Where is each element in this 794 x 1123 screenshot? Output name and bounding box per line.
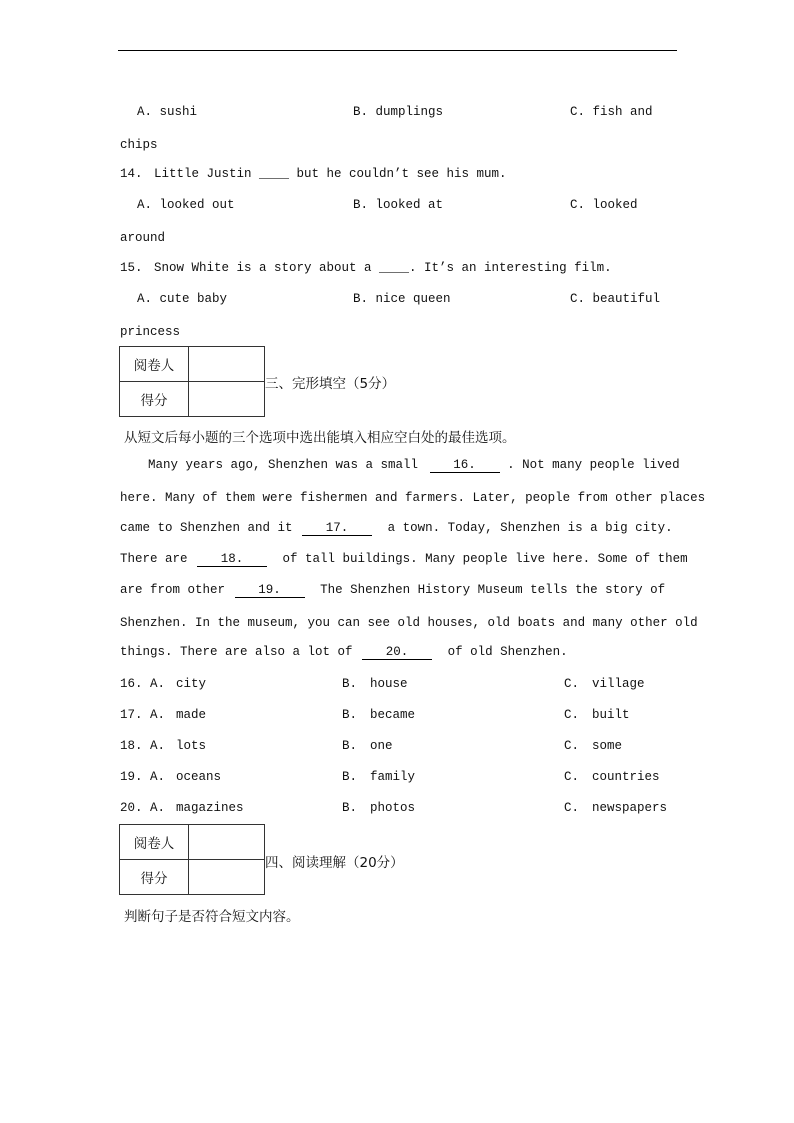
q17-option-b-label: B. [342, 708, 358, 722]
q17-number: 17. A. [120, 708, 166, 722]
q18-option-b: one [370, 739, 393, 753]
q13-option-c-wrap: chips [120, 138, 158, 152]
q18-option-c-label: C. [564, 739, 580, 753]
score-box-section4 [119, 824, 265, 895]
passage-line-6: Shenzhen. In the museum, you can see old houses, old boats and many other old [120, 616, 698, 630]
passage-line-7: things. There are also a lot of 20. of old Shenzhen. [120, 645, 568, 659]
q18-option-c: some [592, 739, 623, 753]
q16-option-b: house [370, 677, 408, 691]
section4-instruction: 判断句子是否符合短文内容。 [124, 909, 300, 925]
q17-option-b: became [370, 708, 416, 722]
score-label: 得分 [120, 382, 189, 417]
q14-option-a: A. looked out [137, 198, 235, 212]
score-field [189, 860, 265, 895]
q16-option-c-label: C. [564, 677, 580, 691]
score-label: 得分 [120, 860, 189, 895]
passage-line-4: There are 18. of tall buildings. Many people live here. Some of them [120, 552, 688, 566]
q15-option-c: C. beautiful [570, 292, 661, 306]
q14-option-b: B. looked at [353, 198, 444, 212]
q18-option-a: lots [176, 739, 207, 753]
q20-option-b: photos [370, 801, 416, 815]
q20-number: 20. A. [120, 801, 166, 815]
passage-line-3: came to Shenzhen and it 17. a town. Today, Shenzhen is a big city. [120, 521, 673, 535]
q17-option-a: made [176, 708, 207, 722]
q19-number: 19. A. [120, 770, 166, 784]
section4-title: 四、阅读理解（20分） [265, 855, 404, 871]
q18-number: 18. A. [120, 739, 166, 753]
grader-field [189, 347, 265, 382]
passage-line-2: here. Many of them were fishermen and farmers. Later, people from other places [120, 491, 706, 505]
q16-option-c: village [592, 677, 645, 691]
q20-option-c: newspapers [592, 801, 668, 815]
q19-option-c: countries [592, 770, 660, 784]
q15-option-c-wrap: princess [120, 325, 181, 339]
blank-17: 17. [302, 522, 372, 536]
q14-option-c: C. looked [570, 198, 638, 212]
blank-18: 18. [197, 553, 267, 567]
q18-option-b-label: B. [342, 739, 358, 753]
blank-16: 16. [430, 459, 500, 473]
q15-number: 15. [120, 261, 143, 275]
q13-option-b: B. dumplings [353, 105, 444, 119]
grader-label: 阅卷人 [120, 825, 189, 860]
passage-line-1: Many years ago, Shenzhen was a small 16. . Not many people lived [148, 458, 680, 472]
q16-number: 16. A. [120, 677, 166, 691]
score-box-section3 [119, 346, 265, 417]
q14-stem: Little Justin ____ but he couldn’t see his mum. [154, 167, 507, 181]
q16-option-b-label: B. [342, 677, 358, 691]
score-field [189, 382, 265, 417]
q14-number: 14. [120, 167, 143, 181]
q17-option-c: built [592, 708, 630, 722]
blank-19: 19. [235, 584, 305, 598]
q19-option-c-label: C. [564, 770, 580, 784]
q20-option-b-label: B. [342, 801, 358, 815]
grader-field [189, 825, 265, 860]
section3-instruction: 从短文后每小题的三个选项中选出能填入相应空白处的最佳选项。 [124, 430, 516, 446]
q13-option-a: A. sushi [137, 105, 198, 119]
q16-option-a: city [176, 677, 207, 691]
q13-option-c: C. fish and [570, 105, 653, 119]
passage-line-5: are from other 19. The Shenzhen History Museum tells the story of [120, 583, 666, 597]
q14-option-c-wrap: around [120, 231, 166, 245]
q20-option-c-label: C. [564, 801, 580, 815]
q19-option-a: oceans [176, 770, 222, 784]
q17-option-c-label: C. [564, 708, 580, 722]
grader-label: 阅卷人 [120, 347, 189, 382]
q15-option-b: B. nice queen [353, 292, 451, 306]
section3-title: 三、完形填空（5分） [265, 376, 396, 392]
q15-option-a: A. cute baby [137, 292, 228, 306]
q20-option-a: magazines [176, 801, 244, 815]
q15-stem: Snow White is a story about a ____. It’s an interesting film. [154, 261, 612, 275]
q19-option-b: family [370, 770, 416, 784]
q19-option-b-label: B. [342, 770, 358, 784]
blank-20: 20. [362, 646, 432, 660]
header-rule [118, 50, 677, 51]
